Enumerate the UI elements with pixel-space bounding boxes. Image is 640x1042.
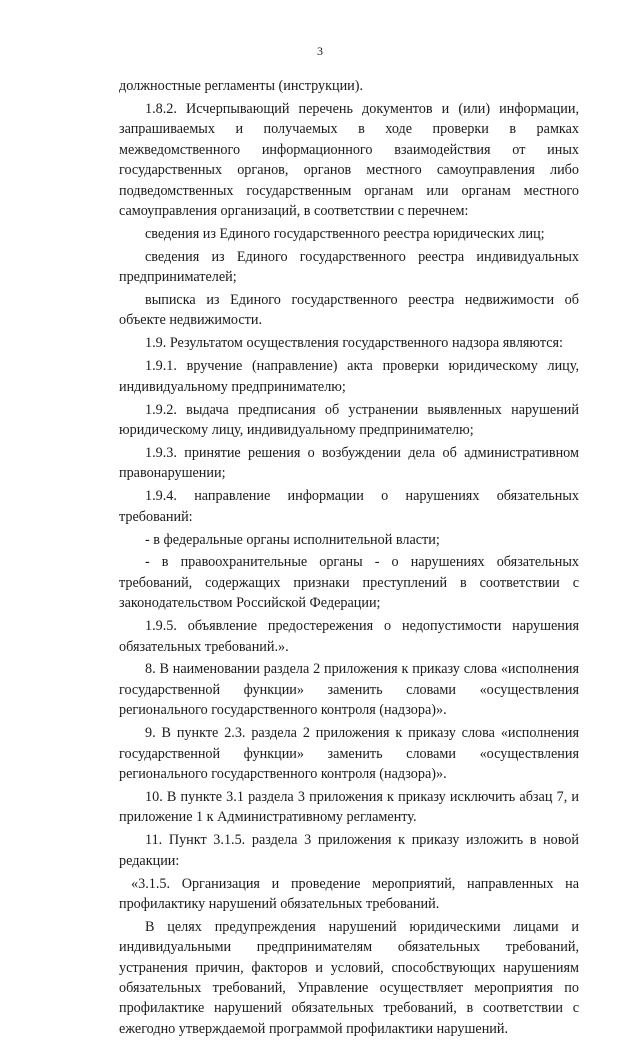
paragraph: 1.9.4. направление информации о нарушениях обязательных требований:: [119, 488, 579, 525]
paragraph: 1.9.2. выдача предписания об устранении выявленных нарушений юридическому лицу, индивидуальному предпринимателю;: [119, 401, 579, 438]
paragraph: 1.9.1. вручение (направление) акта проверки юридическому лицу, индивидуальному предпринимателю;: [119, 358, 579, 395]
paragraph: 1.8.2. Исчерпывающий перечень документов и (или) информации, запрашиваемых и получаемых в ходе проверки в рамках межведомственного информационного взаимодействия от иных государственных органов, органов местного самоуправления либо подведомственных государственным органам или органам местного самоуправления организаций, в соответствии с перечнем:: [119, 100, 579, 219]
paragraph: «3.1.5. Организация и проведение мероприятий, направленных на профилактику нарушений обязательных требований.: [119, 875, 579, 912]
paragraph: 10. В пункте 3.1 раздела 3 приложения к приказу исключить абзац 7, и приложение 1 к Административному регламенту.: [119, 788, 579, 826]
paragraph: - в правоохранительные органы - о нарушениях обязательных требований, содержащих признаки преступлений в соответствии с законодательством Российской Федерации;: [119, 554, 579, 612]
paragraph: 1.9.3. принятие решения о возбуждении дела об административном правонарушении;: [119, 444, 579, 482]
paragraph: выписка из Единого государственного реестра недвижимости об объекте недвижимости.: [119, 292, 579, 329]
paragraph: 1.9.5. объявление предостережения о недопустимости нарушения обязательных требований.».: [119, 618, 579, 655]
paragraph: В целях предупреждения нарушений юридическими лицами и индивидуальными предпринимателям обязательных требований, устранения причин, факторов и условий, способствующих нарушениям обязательных требований, Управление осуществляет мероприятия по профилактике нарушений обязательных требований, в соответствии с ежегодно утверждаемой программой профилактики нарушений.: [119, 918, 579, 1037]
paragraph: 11. Пункт 3.1.5. раздела 3 приложения к приказу изложить в новой редакции:: [119, 832, 579, 869]
page-number: 3: [317, 44, 323, 58]
paragraph: - в федеральные органы исполнительной власти;: [145, 531, 440, 548]
paragraph: сведения из Единого государственного реестра индивидуальных предпринимателей;: [119, 248, 579, 286]
paragraph: 8. В наименовании раздела 2 приложения к приказу слова «исполнения государственной функции» заменить словами «осуществления регионального государственного контроля (надзора)».: [119, 661, 579, 719]
document-body: [119, 76, 579, 1042]
paragraph: сведения из Единого государственного реестра юридических лиц;: [145, 225, 545, 242]
paragraph: 9. В пункте 2.3. раздела 2 приложения к приказу слова «исполнения государственной функции» заменить словами «осуществления регионального государственного контроля (надзора)».: [119, 725, 579, 782]
paragraph: 1.9. Результатом осуществления государственного надзора являются:: [145, 335, 563, 352]
paragraph: должностные регламенты (инструкции).: [119, 78, 364, 94]
